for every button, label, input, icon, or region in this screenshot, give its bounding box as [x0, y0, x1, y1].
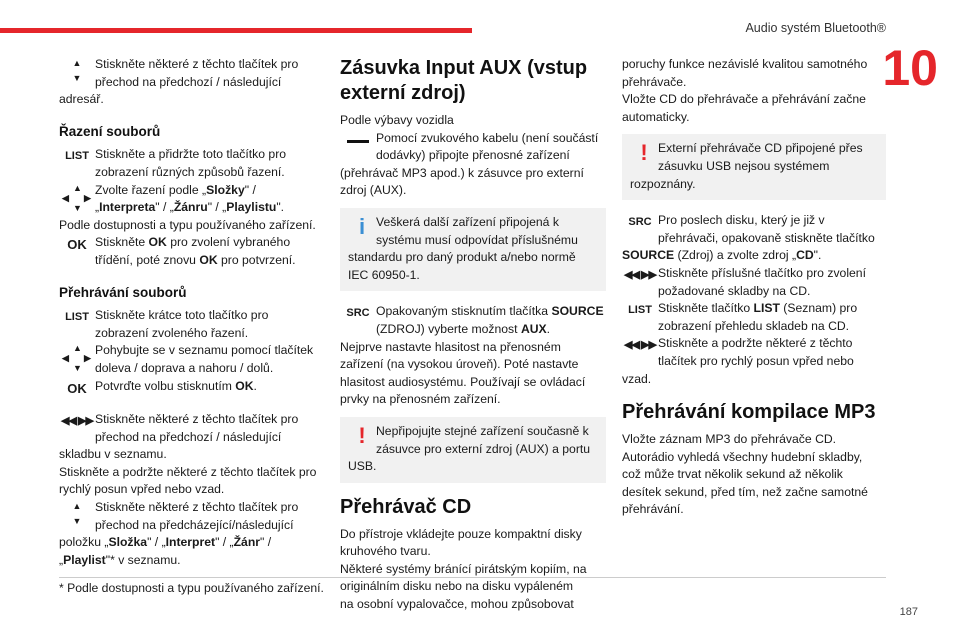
- text-line: zobrazení různých způsobů řazení.: [95, 164, 285, 179]
- text-line: prvky na přenosném zařízení.: [340, 392, 501, 407]
- paragraph-sort-ok: [59, 234, 317, 269]
- text-line: Vložte záznam MP3 do přehrávače CD.: [622, 432, 837, 447]
- paragraph-fast-seek: [622, 335, 886, 370]
- text-line: zásuvce pro externí zdroj (AUX) a portu: [376, 441, 591, 456]
- text-line: Stiskněte tlačítko LIST (Seznam) pro: [658, 301, 858, 316]
- paragraph-track-nav: [59, 411, 317, 446]
- text-line: desítek sekund, před tím, než začne samotné: [622, 484, 868, 499]
- heading-playback: Přehrávání souborů: [59, 284, 187, 300]
- src-button-icon: SRC: [628, 216, 652, 229]
- text-line: zobrazení přehledu skladeb na CD.: [658, 318, 850, 333]
- text-line: přehrávači, opakovaně stiskněte tlačítko: [658, 230, 875, 245]
- text-line: třídění, poté znovu OK pro potvrzení.: [95, 252, 296, 267]
- left-right-arrows-icon: ◀◀ ▶▶: [624, 268, 656, 281]
- page-number: 187: [899, 606, 918, 618]
- info-note: [340, 208, 606, 291]
- text-line: což může trvat několik sekund až několik: [622, 467, 843, 482]
- paragraph-list-cd: [622, 300, 886, 335]
- text-line: přehrávače.: [622, 74, 687, 89]
- text-line: automaticky.: [622, 109, 690, 124]
- text-line: vzad.: [622, 371, 652, 386]
- text-line: zásuvku USB nejsou systémem: [658, 158, 830, 173]
- text-line: Podle dostupnosti a typu používaného zařízení.: [59, 217, 316, 232]
- text-line: Stiskněte některé z těchto tlačítek pro: [95, 412, 299, 427]
- text-line: dodávky) připojte přenosné zařízení: [376, 148, 570, 163]
- header-accent-bar: [0, 28, 472, 33]
- text-line: „Playlist"* v seznamu.: [59, 552, 181, 567]
- text-line: zobrazení zvoleného řazení.: [95, 325, 249, 340]
- paragraph-aux-connect: [340, 130, 606, 165]
- text-line: rychlý posun vpřed nebo vzad.: [59, 482, 225, 497]
- left-right-arrows-icon: ◀◀ ▶▶: [624, 339, 656, 352]
- text-line: položku „Složka" / „Interpret" / „Žánr" /: [59, 535, 272, 550]
- text-line: skladbu v seznamu.: [59, 447, 167, 462]
- paragraph-folder-nav: [59, 56, 317, 109]
- chapter-number: 10: [882, 40, 938, 96]
- heading-cd: Přehrávač CD: [340, 495, 472, 518]
- warning-icon: !: [358, 422, 366, 448]
- text-line: Pro poslech disku, který je již v: [658, 213, 825, 228]
- text-line: Potvrďte volbu stisknutím OK.: [95, 378, 257, 393]
- text-line: (ZDROJ) vyberte možnost AUX.: [376, 321, 551, 336]
- paragraph-list-short: [59, 307, 317, 342]
- warning-note: [340, 417, 606, 483]
- text-line: (přehrávač MP3 apod.) k zásuvce pro externí: [340, 165, 584, 180]
- text-line: požadované skladby na CD.: [658, 283, 811, 298]
- text-line: Nepřipojujte stejné zařízení současně k: [376, 423, 589, 438]
- text-line: zařízení (na vysokou úroveň). Poté nastavte: [340, 357, 579, 372]
- paragraph-select-track: [622, 265, 886, 300]
- text-line: rozpoznány.: [630, 176, 696, 191]
- text-line: Stiskněte některé z těchto tlačítek pro: [95, 500, 299, 515]
- text-line: Stiskněte a podržte některé z těchto: [658, 336, 853, 351]
- ok-button-icon: OK: [67, 380, 87, 396]
- info-icon: i: [358, 213, 366, 239]
- text-line: Pomocí zvukového kabelu (není součástí: [376, 130, 599, 145]
- text-line: Autorádio vyhledá všechny hudební skladby,: [622, 449, 863, 464]
- text-line: Vložte CD do přehrávače a přehrávání začne: [622, 92, 866, 107]
- text-line: Stiskněte příslušné tlačítko pro zvolení: [658, 265, 866, 280]
- text-line: Nejprve nastavte hlasitost na přenosném: [340, 339, 561, 354]
- text-line: přechod na předchozí / následující: [95, 429, 282, 444]
- text-line: Pohybujte se v seznamu pomocí tlačítek: [95, 343, 314, 358]
- section-title: Audio systém Bluetooth®: [745, 21, 886, 35]
- text-line: standardu pro daný produkt a/nebo normě: [348, 250, 576, 265]
- text-line: Stiskněte a přidržte toto tlačítko pro: [95, 147, 287, 162]
- text-line: Podle výbavy vozidla: [340, 113, 454, 127]
- text-line: Stiskněte některé z těchto tlačítek pro: [95, 57, 299, 71]
- ok-button-icon: OK: [67, 237, 87, 253]
- text-line: hlasitost audiosystému. Používají se ovládací: [340, 374, 586, 389]
- text-line: Stiskněte a podržte některé z těchto tlačítek pro: [59, 464, 317, 479]
- text-line: Zvolte řazení podle „Složky" /: [95, 182, 256, 197]
- text-line: Stiskněte OK pro zvolení vybraného: [95, 235, 291, 250]
- text-line: přechod na předchozí / následující: [95, 74, 282, 89]
- text-line: Do přístroje vkládejte pouze kompaktní disky: [340, 526, 582, 541]
- footnote: * Podle dostupnosti a typu používaného zařízení.: [59, 581, 324, 595]
- four-arrows-icon: ▲ ◀ ▶ ▼: [62, 343, 91, 374]
- text-line: Opakovaným stisknutím tlačítka SOURCE: [376, 304, 604, 319]
- heading-sorting: Řazení souborů: [59, 123, 161, 139]
- paragraph-navigate: [59, 342, 317, 377]
- footnote-divider: [59, 577, 886, 578]
- warning-note: [622, 134, 886, 200]
- text-line: Stiskněte krátce toto tlačítko pro: [95, 308, 269, 323]
- text-line: doleva / doprava a nahoru / dolů.: [95, 360, 274, 375]
- list-button-icon: LIST: [65, 311, 89, 324]
- list-button-icon: LIST: [65, 150, 89, 163]
- column-3: [622, 56, 886, 519]
- text-line: „Interpreta" / „Žánru" / „Playlistu".: [95, 200, 285, 215]
- heading-mp3: Přehrávání kompilace MP3: [622, 401, 876, 424]
- aux-cable-icon: [340, 130, 376, 165]
- src-button-icon: SRC: [346, 307, 370, 320]
- column-2: [340, 56, 606, 614]
- left-right-arrows-icon: ◀◀ ▶▶: [61, 415, 93, 428]
- text-line: Externí přehrávače CD připojené přes: [658, 141, 863, 156]
- four-arrows-icon: ▲ ◀ ▶ ▼: [62, 182, 91, 213]
- warning-icon: !: [640, 140, 648, 166]
- text-line: USB.: [348, 459, 377, 474]
- text-line: IEC 60950-1.: [348, 267, 420, 282]
- paragraph-sort-choice: [59, 182, 317, 217]
- list-button-icon: LIST: [628, 304, 652, 317]
- paragraph-source-aux: [340, 303, 606, 338]
- text-line: originálním disku nebo na disku vypáleném: [340, 579, 574, 594]
- text-line: adresář.: [59, 92, 104, 107]
- paragraph-item-nav: [59, 499, 317, 534]
- column-1: [59, 56, 317, 569]
- text-line: Veškerá další zařízení připojená k: [376, 214, 559, 229]
- heading-aux: Zásuvka Input AUX (vstup externí zdroj): [340, 57, 588, 104]
- text-line: Některé systémy bránící pirátským kopiím, na: [340, 561, 587, 576]
- text-line: přechod na předcházející/následující: [95, 517, 294, 532]
- text-line: SOURCE (Zdroj) a zvolte zdroj „CD".: [622, 248, 822, 263]
- up-down-arrows-icon: ▲ ▼: [72, 58, 82, 83]
- text-line: systému musí odpovídat příslušnému: [376, 232, 578, 247]
- text-line: kruhového tvaru.: [340, 544, 431, 559]
- text-line: na osobní vypalovačce, mohou způsobovat: [340, 597, 574, 612]
- up-down-arrows-icon: ▲ ▼: [72, 501, 82, 527]
- text-line: přehrávání.: [622, 502, 684, 517]
- text-line: poruchy funkce nezávislé kvalitou samotného: [622, 57, 868, 71]
- paragraph-source-cd: [622, 212, 886, 247]
- paragraph-confirm: [59, 378, 317, 398]
- text-line: zdroj (AUX).: [340, 183, 407, 198]
- text-line: tlačítek pro rychlý posun vpřed nebo: [658, 353, 854, 368]
- paragraph-sort-hold: [59, 146, 317, 181]
